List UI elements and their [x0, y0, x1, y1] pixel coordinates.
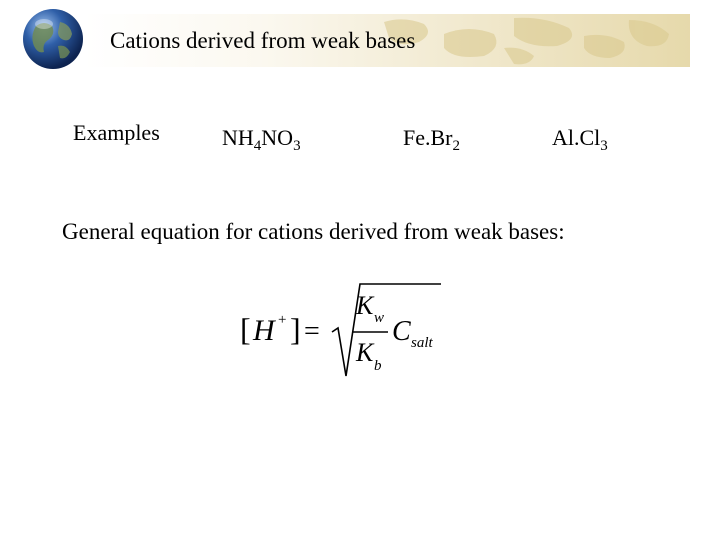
- equation-factor: C: [392, 316, 411, 347]
- square-root-sign: [332, 284, 441, 376]
- example-formula-aluminum-chloride: [552, 125, 608, 154]
- formula-part: NO: [261, 125, 294, 150]
- example-formula-iron-bromide: [403, 125, 460, 154]
- formula-part: NH: [222, 125, 254, 150]
- hydrogen-ion-equation: [240, 282, 450, 382]
- example-formula-ammonium-nitrate: [222, 125, 301, 154]
- equation-numerator-subscript: w: [374, 310, 385, 326]
- globe-icon: [22, 8, 84, 70]
- formula-subscript: 2: [452, 138, 460, 154]
- equation-denominator: K: [356, 338, 374, 367]
- equation-heading: General equation for cations derived from weak bases:: [62, 219, 565, 244]
- equation-h-symbol: H: [253, 314, 275, 347]
- formula-subscript: 3: [600, 138, 608, 154]
- formula-subscript: 3: [293, 138, 301, 154]
- page-title: Cations derived from weak bases: [110, 28, 416, 53]
- equation-bracket-close: ]: [290, 311, 301, 347]
- formula-part: Fe.Br: [403, 125, 453, 150]
- equation-equals: =: [304, 316, 320, 347]
- equation-superscript: +: [278, 312, 287, 328]
- examples-label: Examples: [73, 120, 160, 145]
- formula-subscript: 4: [253, 138, 262, 154]
- equation-numerator: K: [356, 291, 374, 320]
- equation-denominator-subscript: b: [374, 358, 382, 374]
- equation-factor-subscript: salt: [411, 335, 433, 351]
- equation-bracket-open: [: [240, 311, 251, 347]
- formula-part: Al.Cl: [552, 125, 601, 150]
